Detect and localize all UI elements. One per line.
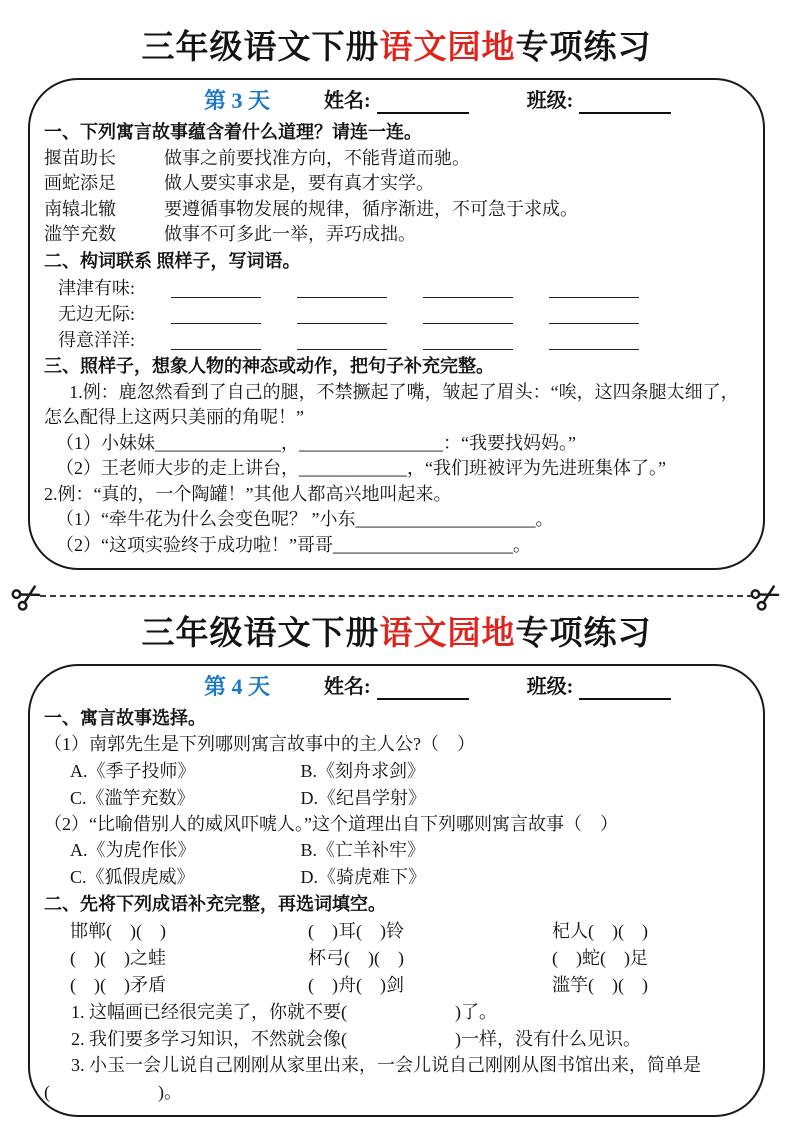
idiom-blank: 邯郸( )( ) — [70, 921, 166, 942]
choice-row — [44, 837, 749, 864]
word-blank-line — [549, 334, 639, 350]
q3-item: （2）王老师大步的走上讲台，____________，“我们班被评为先进班集体了。” — [56, 458, 666, 479]
word-blank-line — [549, 282, 639, 298]
q2-heading: 二、先将下列成语补充完整，再选词填空。 — [44, 894, 386, 915]
idiom-blank: ( )耳( )铃 — [308, 921, 404, 942]
word-blank-line — [171, 308, 261, 324]
word-blank-line — [549, 308, 639, 324]
name-label: 姓名: — [324, 676, 371, 699]
idiom-blank: ( )舟( )剑 — [308, 975, 404, 996]
name-blank-line — [377, 680, 469, 700]
title-pre: 三年级语文下册 — [141, 616, 380, 653]
match-row — [44, 171, 749, 197]
cut-line — [12, 582, 781, 610]
match-moral: 做事不可多此一举，弄巧成拙。 — [164, 224, 416, 245]
choice-row — [44, 758, 749, 785]
word-label: 得意洋洋: — [58, 329, 136, 350]
word-blank-line — [297, 334, 387, 350]
class-label: 班级: — [526, 676, 574, 699]
q3-item: （1）小妹妹______________，________________：“我要找妈妈。” — [56, 432, 576, 453]
word-label: 津津有味: — [58, 277, 136, 298]
day-label: 第 3 天 — [204, 87, 271, 113]
sheet1-header — [44, 86, 749, 119]
name-blank-line — [377, 94, 469, 114]
match-moral: 做事之前要找准方向，不能背道而驰。 — [164, 147, 470, 168]
class-label: 班级: — [526, 89, 574, 112]
q3-item: （1）“牵牛花为什么会变色呢？ ”小东____________________。 — [56, 509, 554, 530]
match-idiom: 画蛇添足 — [44, 173, 116, 194]
class-blank-line — [579, 94, 671, 114]
match-idiom: 滥竽充数 — [44, 224, 116, 245]
word-row — [44, 275, 749, 301]
choice-option: C.《狐假虎威》 — [70, 867, 195, 888]
word-blank-line — [423, 308, 513, 324]
day-label: 第 4 天 — [204, 674, 271, 700]
word-blank-line — [171, 282, 261, 298]
cut-dash-line — [40, 595, 753, 597]
q3-item: （2）“这项实验终于成功啦！”哥哥____________________。 — [56, 534, 531, 555]
choice-option: D.《纪昌学射》 — [300, 787, 426, 808]
choice-option: B.《亡羊补牢》 — [300, 840, 426, 861]
choice-option: D.《骑虎难下》 — [300, 867, 426, 888]
title-post: 专项练习 — [515, 616, 652, 653]
choice-question-stem: （2）“比喻借别人的威风吓唬人。”这个道理出自下列哪则寓言故事（ ） — [44, 813, 618, 834]
choice-option: C.《滥竽充数》 — [70, 787, 195, 808]
idiom-blank: 杞人( )( ) — [552, 921, 648, 942]
choice-option: A.《为虎作伥》 — [70, 840, 196, 861]
word-blank-line — [423, 334, 513, 350]
q3-heading: 三、照样子，想象人物的神态或动作，把句子补充完整。 — [44, 355, 494, 376]
match-idiom: 南辕北辙 — [44, 198, 116, 219]
choice-row — [44, 785, 749, 812]
word-blank-line — [297, 308, 387, 324]
choice-option: A.《季子投师》 — [70, 760, 196, 781]
fill-sentence: 2. 我们要多学习知识，不然就会像( )一样，没有什么见识。 — [71, 1028, 641, 1049]
q3-example1: 1.例：鹿忽然看到了自己的腿，不禁撅起了嘴，皱起了眉头：“唉，这四条腿太细了，怎么配得上这两只美丽的角呢！” — [44, 381, 739, 428]
title-highlight: 语文园地 — [379, 30, 516, 66]
choice-question-stem: （1）南郭先生是下列哪则寓言故事中的主人公?（ ） — [44, 734, 475, 755]
fill-sentence: 1. 这幅画已经很完美了，你就不要( )了。 — [71, 1002, 497, 1023]
idiom-blank: ( )( )之蛙 — [70, 948, 166, 969]
q1-heading: 一、寓言故事选择。 — [44, 708, 206, 729]
choice-row — [44, 864, 749, 891]
q2-heading: 二、构词联系 照样子，写词语。 — [44, 250, 301, 271]
title-pre: 三年级语文下册 — [141, 30, 380, 66]
sheet2-title — [28, 616, 765, 654]
match-idiom: 揠苗助长 — [44, 147, 116, 168]
idiom-grid — [44, 918, 749, 999]
worksheet-day4 — [28, 616, 765, 1117]
choice-option: B.《刻舟求剑》 — [300, 760, 426, 781]
class-blank-line — [579, 680, 671, 700]
q1-heading: 一、下列寓言故事蕴含着什么道理？请连一连。 — [44, 121, 422, 142]
word-label: 无边无际: — [58, 303, 136, 324]
sheet1-title — [28, 30, 765, 68]
name-label: 姓名: — [324, 89, 371, 112]
scissors-icon — [7, 576, 48, 617]
match-row — [44, 197, 749, 223]
idiom-blank: 杯弓( )( ) — [308, 948, 404, 969]
worksheet-day3 — [28, 30, 765, 570]
word-blank-line — [297, 282, 387, 298]
sheet1-box — [28, 78, 765, 571]
sheet2-box — [28, 664, 765, 1117]
idiom-blank: 滥竽( )( ) — [552, 975, 648, 996]
idiom-blank: ( )( )矛盾 — [70, 975, 166, 996]
word-blank-line — [423, 282, 513, 298]
word-blank-line — [171, 334, 261, 350]
match-row — [44, 146, 749, 172]
idiom-blank: ( )蛇( )足 — [552, 948, 648, 969]
title-post: 专项练习 — [515, 30, 652, 66]
fill-sentence: 3. 小玉一会儿说自己刚刚从家里出来，一会儿说自己刚刚从图书馆出来，简单是( )。 — [44, 1055, 701, 1102]
word-row — [44, 327, 749, 353]
word-row — [44, 301, 749, 327]
match-moral: 做人要实事求是，要有真才实学。 — [164, 173, 434, 194]
title-highlight: 语文园地 — [379, 616, 516, 653]
sheet2-header — [44, 672, 749, 705]
q3-example2: 2.例：“真的，一个陶罐！”其他人都高兴地叫起来。 — [44, 483, 452, 504]
match-row — [44, 222, 749, 248]
scissors-icon — [746, 576, 787, 617]
match-moral: 要遵循事物发展的规律，循序渐进，不可急于求成。 — [164, 198, 578, 219]
